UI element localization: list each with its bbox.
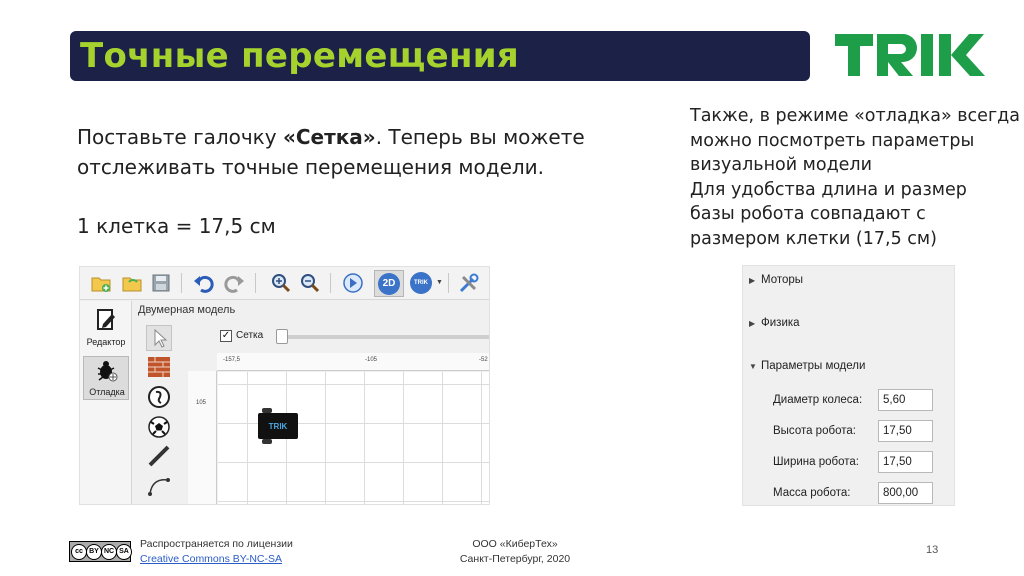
editor-icon	[95, 308, 117, 332]
cc-license-badge	[69, 541, 131, 562]
robot-mass-label: Масса робота:	[773, 487, 851, 499]
zoom-in-icon[interactable]	[270, 272, 292, 294]
debug-bug-icon	[95, 359, 119, 383]
ball-icon[interactable]	[146, 414, 172, 440]
2d-mode-button[interactable]	[374, 270, 404, 297]
settings-tools-icon[interactable]	[458, 272, 480, 294]
section-label: Физика	[761, 317, 800, 329]
ruler-left	[188, 371, 217, 505]
license-info	[140, 537, 293, 567]
trik-logo	[835, 28, 985, 82]
note-line: визуальной модели	[690, 155, 872, 175]
section-label: Моторы	[761, 274, 804, 286]
debug-mode-button[interactable]	[83, 356, 129, 400]
2d-model-icon: 2D	[378, 273, 400, 295]
grid-keyword: «Сетка»	[282, 125, 376, 149]
robot-mass-field[interactable]: 800,00	[878, 482, 933, 504]
cell-size-note: 1 клетка = 17,5 см	[77, 214, 276, 238]
trik-robot-model[interactable]	[258, 408, 298, 444]
by-icon: BY	[86, 544, 102, 560]
ruler-tick-label: -157,5	[223, 357, 241, 363]
chevron-right-icon: ▶	[749, 276, 756, 285]
chevron-down-icon: ▼	[749, 362, 757, 371]
robot-width-label: Ширина робота:	[773, 456, 859, 468]
cursor-icon	[147, 326, 171, 350]
wheel-diameter-label: Диаметр колеса:	[773, 394, 863, 406]
toolbar-separator	[448, 273, 449, 293]
robot-width-field[interactable]: 17,50	[878, 451, 933, 473]
curve-tool-icon[interactable]	[146, 472, 172, 498]
new-project-icon[interactable]	[90, 272, 112, 294]
toolbar-separator	[330, 273, 331, 293]
trik-robot-icon[interactable]: TRIK	[410, 272, 432, 294]
ruler-tick-label: 105	[196, 400, 207, 406]
chevron-right-icon: ▶	[749, 319, 756, 328]
editor-toolbar	[80, 267, 490, 300]
grid-size-slider[interactable]	[284, 335, 490, 339]
license-link[interactable]: Creative Commons BY-NC-SA	[140, 553, 282, 565]
ruler-tick-label: -52	[479, 357, 488, 363]
grid-checkbox-label: Сетка	[236, 330, 264, 341]
element-palette	[140, 323, 180, 505]
parameters-screenshot	[742, 265, 955, 506]
note-line: Также, в режиме «отладка» всегда	[690, 106, 1020, 126]
section-model-params[interactable]	[749, 360, 865, 372]
note-line: базы робота совпадают с	[690, 204, 926, 224]
toolbar-separator	[181, 273, 182, 293]
slide-title-bar	[70, 31, 810, 81]
page-number: 13	[926, 544, 939, 556]
toolbar-separator	[255, 273, 256, 293]
ruler-tick-label: -105	[365, 357, 378, 363]
license-text: Распространяется по лицензии	[140, 538, 293, 550]
sa-icon: SA	[116, 544, 132, 560]
skittle-icon[interactable]	[146, 384, 172, 410]
wall-icon[interactable]	[146, 354, 172, 380]
note-line: размером клетки (17,5 см)	[690, 228, 937, 249]
chevron-down-icon[interactable]: ▼	[436, 279, 443, 286]
mode-label-debug: Отладка	[89, 387, 125, 397]
save-icon[interactable]	[150, 272, 172, 294]
redo-icon[interactable]	[223, 272, 245, 294]
note-line: Для удобства длина и размер	[690, 179, 967, 200]
cc-icon: cc	[71, 544, 87, 560]
grid-controls	[220, 329, 490, 345]
section-motors[interactable]	[749, 274, 803, 286]
grid-slider-handle[interactable]	[276, 329, 288, 344]
section-physics[interactable]	[749, 317, 800, 329]
debug-mode-note	[690, 104, 1020, 251]
undo-icon[interactable]	[193, 272, 215, 294]
robot-label: TRIK	[268, 422, 288, 431]
instruction-line1-end: . Теперь вы можете	[375, 125, 585, 149]
logo-text: TRIK	[835, 28, 838, 29]
organization-city-year: Санкт-Петербург, 2020	[459, 553, 571, 565]
editor-mode-button[interactable]	[83, 305, 129, 349]
robot-height-label: Высота робота:	[773, 425, 856, 437]
instruction-line1-start: Поставьте галочку	[77, 125, 283, 149]
note-line: можно посмотреть параметры	[690, 130, 975, 151]
run-icon[interactable]	[342, 272, 364, 294]
slide-title: Точные перемещения	[80, 36, 520, 76]
nc-icon: NC	[101, 544, 117, 560]
line-tool-icon[interactable]	[146, 443, 172, 469]
grid-checkbox[interactable]: ✓	[221, 330, 231, 341]
editor-screenshot	[79, 266, 490, 505]
organization-info	[450, 537, 580, 567]
section-label: Параметры модели	[761, 360, 866, 372]
instruction-text	[77, 122, 637, 182]
wheel-diameter-field[interactable]: 5,60	[878, 389, 933, 411]
2d-model-canvas[interactable]	[218, 372, 490, 505]
mode-label-editor: Редактор	[86, 337, 126, 347]
zoom-out-icon[interactable]	[299, 272, 321, 294]
mode-panel	[80, 301, 132, 505]
panel-title: Двумерная модель	[138, 304, 236, 316]
ruler-top	[217, 353, 490, 371]
instruction-line2: отслеживать точные перемещения модели.	[77, 155, 545, 179]
organization-name: ООО «КиберТех»	[472, 538, 558, 550]
open-folder-icon[interactable]	[121, 272, 143, 294]
robot-height-field[interactable]: 17,50	[878, 420, 933, 442]
cursor-tool[interactable]	[146, 325, 172, 351]
